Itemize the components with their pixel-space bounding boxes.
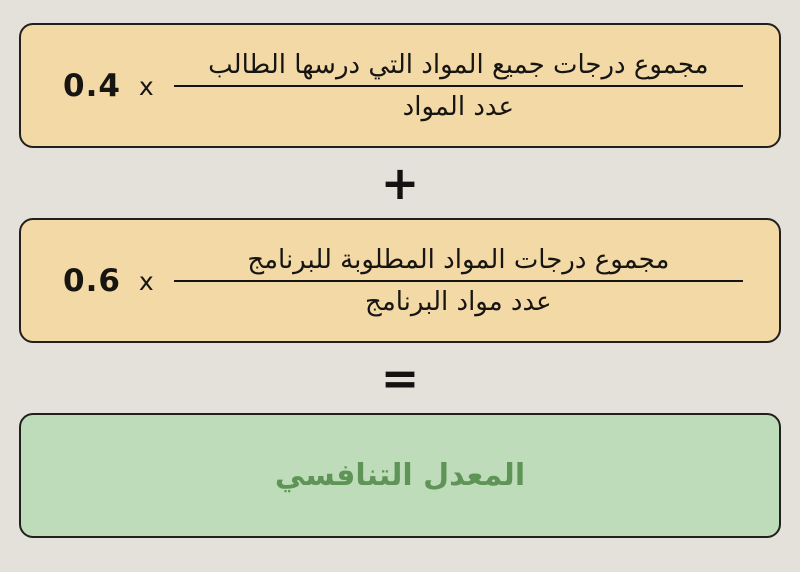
equals-sign: = [380,351,420,405]
term2-fraction [174,245,743,317]
term2-multiply-sign: x [138,267,154,296]
term2-coefficient: 0.6 [63,262,121,299]
term2-denominator: عدد مواد البرنامج [365,286,552,317]
result-label: المعدل التنافسي [274,458,526,493]
term1-fraction [174,50,743,122]
term1-multiply-sign: x [138,72,154,101]
term2-numerator: مجموع درجات المواد المطلوبة للبرنامج [247,244,670,275]
term1-numerator: مجموع درجات جميع المواد التي درسها الطالب [208,49,709,80]
term1-coefficient: 0.4 [63,67,121,104]
result-box [19,413,781,538]
plus-sign: + [380,156,420,210]
term1-box [19,23,781,148]
plus-row [19,148,781,218]
term2-box [19,218,781,343]
equals-row [19,343,781,413]
term1-denominator: عدد المواد [402,91,515,122]
